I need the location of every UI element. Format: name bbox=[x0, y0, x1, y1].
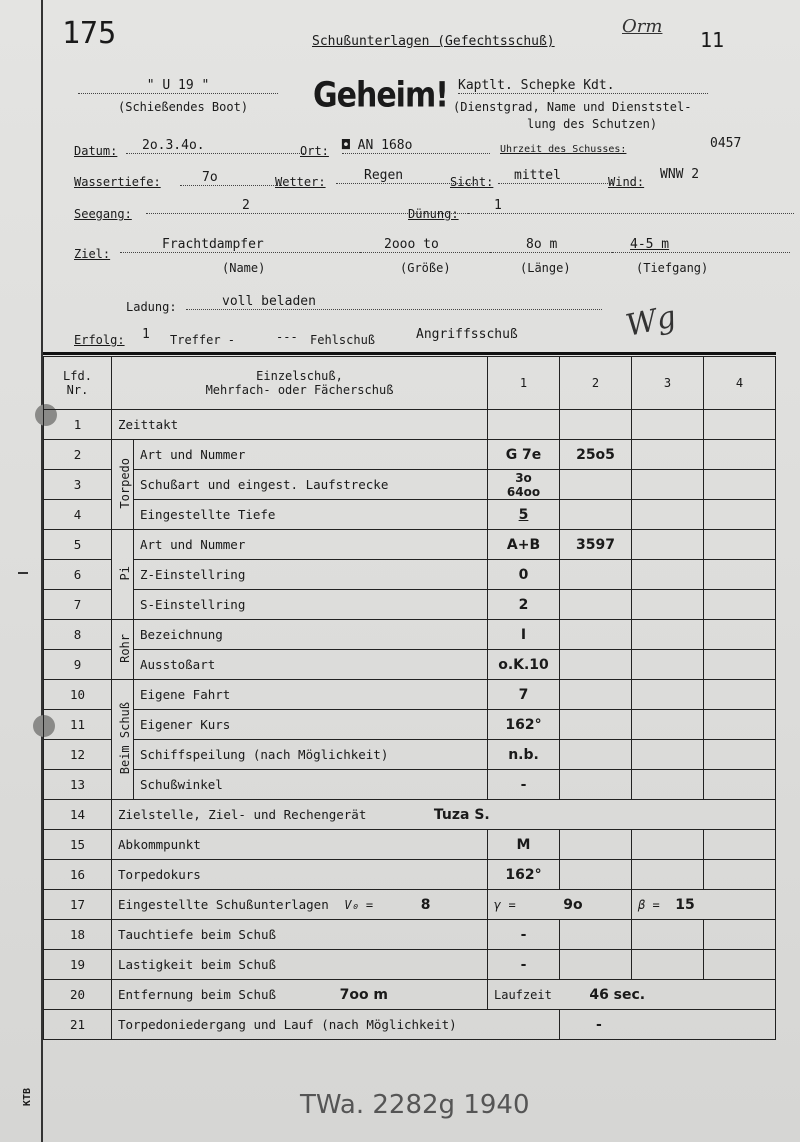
row-nr: 6 bbox=[44, 560, 112, 590]
row-label: Bezeichnung bbox=[134, 620, 488, 650]
row-nr: 19 bbox=[44, 950, 112, 980]
row-value-3 bbox=[632, 770, 704, 800]
header-col-3: 3 bbox=[632, 357, 704, 410]
wind-label: Wind: bbox=[608, 175, 645, 189]
row-nr: 21 bbox=[44, 1010, 112, 1040]
table-row bbox=[44, 860, 776, 890]
group-pi bbox=[112, 530, 134, 620]
ziel-laenge: 8o m bbox=[490, 237, 636, 253]
row-label: Z-Einstellring bbox=[134, 560, 488, 590]
row-label-cell bbox=[112, 980, 488, 1010]
gamma-value: 9o bbox=[563, 896, 583, 913]
row-value-1: M bbox=[488, 830, 560, 860]
row-value-2 bbox=[560, 500, 632, 530]
row-label: Art und Nummer bbox=[134, 530, 488, 560]
row-value-2 bbox=[560, 770, 632, 800]
row-label: Art und Nummer bbox=[134, 440, 488, 470]
ziel-name: Frachtdampfer bbox=[120, 237, 392, 253]
wassertiefe-label: Wassertiefe: bbox=[74, 175, 161, 189]
table-row bbox=[44, 410, 776, 440]
row-value-4 bbox=[704, 500, 776, 530]
ziel-laenge-caption: (Länge) bbox=[520, 261, 571, 275]
row-nr: 16 bbox=[44, 860, 112, 890]
row-value-1: - bbox=[488, 770, 560, 800]
row-value-2: 25o5 bbox=[560, 440, 632, 470]
table-row bbox=[44, 1010, 776, 1040]
commander-caption-2: lung des Schutzen) bbox=[527, 117, 658, 131]
laufzeit-value: 46 sec. bbox=[589, 986, 646, 1003]
ort-value: ◘ AN 168o bbox=[342, 138, 490, 154]
row-value-1: - bbox=[488, 950, 560, 980]
top-right-number: 11 bbox=[700, 28, 725, 52]
beta-cell bbox=[632, 890, 776, 920]
row-value-2 bbox=[560, 950, 632, 980]
row-nr: 15 bbox=[44, 830, 112, 860]
row-label: S-Einstellring bbox=[134, 590, 488, 620]
row-value-4 bbox=[704, 860, 776, 890]
table-row bbox=[44, 500, 776, 530]
row-value-3 bbox=[632, 650, 704, 680]
row-value-2 bbox=[560, 650, 632, 680]
row-value-2 bbox=[560, 410, 632, 440]
document-title: Schußunterlagen (Gefechtsschuß) bbox=[312, 34, 555, 49]
margin-tick bbox=[18, 572, 28, 574]
header-description bbox=[112, 357, 488, 410]
row-nr: 7 bbox=[44, 590, 112, 620]
erfolg-fehl-count: --- bbox=[276, 330, 298, 344]
beta-value: 15 bbox=[675, 896, 695, 913]
erfolg-angriff: Angriffsschuß bbox=[416, 327, 518, 342]
row-label: Abkommpunkt bbox=[112, 830, 488, 860]
header-desc-line-1: Einzelschuß, bbox=[256, 369, 343, 383]
laufzeit-label: Laufzeit bbox=[494, 987, 552, 1002]
group-beim-schuss bbox=[112, 680, 134, 800]
row-nr: 20 bbox=[44, 980, 112, 1010]
row-value-2 bbox=[560, 620, 632, 650]
row-value-3 bbox=[632, 710, 704, 740]
table-row bbox=[44, 470, 776, 500]
row-value-4 bbox=[704, 710, 776, 740]
table-row bbox=[44, 950, 776, 980]
ziel-tiefgang: 4-5 m bbox=[612, 237, 790, 253]
row-nr: 4 bbox=[44, 500, 112, 530]
group-rohr-label: Rohr bbox=[118, 633, 132, 663]
row-nr: 12 bbox=[44, 740, 112, 770]
row-value-1: 2 bbox=[488, 590, 560, 620]
row-value-3 bbox=[632, 920, 704, 950]
table-top-rule bbox=[43, 352, 776, 355]
row-value-1: 162° bbox=[488, 860, 560, 890]
row-label: Eingestellte Schußunterlagen bbox=[118, 896, 329, 912]
laufzeit-cell bbox=[488, 980, 776, 1010]
row-nr: 10 bbox=[44, 680, 112, 710]
row-label: Ausstoßart bbox=[134, 650, 488, 680]
v0-label: V₀ = bbox=[344, 897, 374, 912]
row-value-3 bbox=[632, 590, 704, 620]
row-value: Tuza S. bbox=[433, 806, 490, 823]
duenung-value: 1 bbox=[468, 198, 794, 214]
row-value-1: 3o 64oo bbox=[488, 470, 560, 500]
row-label: Torpedokurs bbox=[112, 860, 488, 890]
ort-label: Ort: bbox=[300, 144, 329, 158]
uhrzeit-value: 0457 bbox=[710, 136, 742, 151]
row-value-4 bbox=[704, 620, 776, 650]
row-value-1: 162° bbox=[488, 710, 560, 740]
group-beim-schuss-label: Beim Schuß bbox=[118, 701, 132, 775]
table-row bbox=[44, 770, 776, 800]
beta-label: β = bbox=[638, 897, 660, 912]
row-nr: 2 bbox=[44, 440, 112, 470]
row-label: Schiffspeilung (nach Möglichkeit) bbox=[134, 740, 488, 770]
row-value-3 bbox=[632, 620, 704, 650]
row-value-3 bbox=[632, 680, 704, 710]
v0-value: 8 bbox=[420, 896, 431, 913]
commander-value: Kaptlt. Schepke Kdt. bbox=[458, 78, 708, 94]
table-row bbox=[44, 680, 776, 710]
header-col-1: 1 bbox=[488, 357, 560, 410]
wassertiefe-value: 7o bbox=[180, 170, 282, 186]
datum-label: Datum: bbox=[74, 144, 118, 158]
row-value-1: I bbox=[488, 620, 560, 650]
row-value-4 bbox=[704, 440, 776, 470]
row-value-4 bbox=[704, 680, 776, 710]
header-col-4: 4 bbox=[704, 357, 776, 410]
table-row bbox=[44, 590, 776, 620]
row-value-4 bbox=[704, 590, 776, 620]
table-row bbox=[44, 620, 776, 650]
group-pi-label: Pi bbox=[118, 565, 132, 581]
secret-stamp: Geheim! bbox=[313, 75, 448, 116]
table-row bbox=[44, 740, 776, 770]
duenung-label: Dünung: bbox=[408, 207, 459, 221]
gamma-cell bbox=[488, 890, 632, 920]
entfernung-value: 7oo m bbox=[339, 986, 389, 1003]
row-value-3 bbox=[632, 860, 704, 890]
boat-caption: (Schießendes Boot) bbox=[118, 100, 249, 114]
row-value-2 bbox=[560, 830, 632, 860]
row-value-2 bbox=[560, 860, 632, 890]
row-value-4 bbox=[704, 530, 776, 560]
table-row bbox=[44, 530, 776, 560]
row-nr: 13 bbox=[44, 770, 112, 800]
group-torpedo-label: Torpedo bbox=[118, 457, 132, 509]
row-value-4 bbox=[704, 830, 776, 860]
margin-mark: KTB bbox=[22, 1088, 33, 1107]
row-nr: 9 bbox=[44, 650, 112, 680]
row-value-2 bbox=[560, 710, 632, 740]
table-row bbox=[44, 440, 776, 470]
row-label: Eingestellte Tiefe bbox=[134, 500, 488, 530]
page-number: 175 bbox=[62, 16, 117, 51]
row-value-4 bbox=[704, 920, 776, 950]
row-value-3 bbox=[632, 500, 704, 530]
row-label: Torpedoniedergang und Lauf (nach Möglichkeit) bbox=[112, 1010, 560, 1040]
header-col-2: 2 bbox=[560, 357, 632, 410]
row-nr: 1 bbox=[44, 410, 112, 440]
erfolg-label: Erfolg: bbox=[74, 333, 125, 347]
wind-value: WNW 2 bbox=[660, 167, 700, 182]
row-value-3 bbox=[632, 740, 704, 770]
row-value-4 bbox=[704, 770, 776, 800]
row-value-2: 3597 bbox=[560, 530, 632, 560]
row-label: Zeittakt bbox=[112, 410, 488, 440]
gamma-label: γ = bbox=[494, 897, 516, 912]
seegang-label: Seegang: bbox=[74, 207, 132, 221]
row-value-1 bbox=[488, 410, 560, 440]
row-value-1: G 7e bbox=[488, 440, 560, 470]
row-nr: 8 bbox=[44, 620, 112, 650]
ziel-label: Ziel: bbox=[74, 247, 111, 261]
row-label: Tauchtiefe beim Schuß bbox=[112, 920, 488, 950]
row-value-2 bbox=[560, 590, 632, 620]
table-row bbox=[44, 800, 776, 830]
row-nr: 5 bbox=[44, 530, 112, 560]
row-value-3 bbox=[632, 830, 704, 860]
table-row bbox=[44, 890, 776, 920]
row-value-1: o.K.10 bbox=[488, 650, 560, 680]
row-value-4 bbox=[704, 410, 776, 440]
header-desc-line-2: Mehrfach- oder Fächerschuß bbox=[205, 383, 394, 397]
row-value-3 bbox=[632, 530, 704, 560]
boat-name: " U 19 " bbox=[78, 78, 278, 94]
row-value-1: 0 bbox=[488, 560, 560, 590]
sicht-value: mittel bbox=[498, 168, 614, 184]
row-label: Lastigkeit beim Schuß bbox=[112, 950, 488, 980]
table-header-row bbox=[44, 357, 776, 410]
row-label: Schußart und eingest. Laufstrecke bbox=[134, 470, 488, 500]
row-nr: 14 bbox=[44, 800, 112, 830]
firing-data-table bbox=[43, 356, 776, 1040]
table-row bbox=[44, 710, 776, 740]
row-label: Eigener Kurs bbox=[134, 710, 488, 740]
row-value-1: - bbox=[488, 920, 560, 950]
row-value-4 bbox=[704, 740, 776, 770]
row-value-1: 5 bbox=[488, 500, 560, 530]
row-label-cell bbox=[112, 890, 488, 920]
row-nr: 11 bbox=[44, 710, 112, 740]
row-label: Schußwinkel bbox=[134, 770, 488, 800]
row-value-4 bbox=[704, 560, 776, 590]
ladung-value: voll beladen bbox=[186, 294, 602, 310]
seegang-value: 2 bbox=[146, 198, 494, 214]
row-value-3 bbox=[632, 950, 704, 980]
ziel-groesse: 2ooo to bbox=[360, 237, 504, 253]
row-value-3 bbox=[632, 470, 704, 500]
row-value-4 bbox=[704, 650, 776, 680]
row-value-1: n.b. bbox=[488, 740, 560, 770]
handwritten-signature: Wg bbox=[622, 299, 680, 344]
row-value-4 bbox=[704, 470, 776, 500]
row-value-1: A+B bbox=[488, 530, 560, 560]
header-lfd-nr: Lfd. Nr. bbox=[44, 357, 112, 410]
row-label: Eigene Fahrt bbox=[134, 680, 488, 710]
uhrzeit-label: Uhrzeit des Schusses: bbox=[500, 144, 627, 155]
row-value-1: 7 bbox=[488, 680, 560, 710]
row-value-2 bbox=[560, 680, 632, 710]
wetter-value: Regen bbox=[336, 168, 476, 184]
table-row bbox=[44, 650, 776, 680]
ladung-label: Ladung: bbox=[126, 300, 177, 314]
row-value-2 bbox=[560, 740, 632, 770]
row-value: - bbox=[560, 1010, 776, 1040]
row-value-4 bbox=[704, 950, 776, 980]
ziel-name-caption: (Name) bbox=[222, 261, 266, 275]
row-value-3 bbox=[632, 440, 704, 470]
row-nr: 18 bbox=[44, 920, 112, 950]
commander-caption-1: (Dienstgrad, Name und Dienststel- bbox=[453, 100, 692, 114]
table-row bbox=[44, 920, 776, 950]
ziel-groesse-caption: (Größe) bbox=[400, 261, 451, 275]
group-rohr bbox=[112, 620, 134, 680]
row-nr: 3 bbox=[44, 470, 112, 500]
row-label: Entfernung beim Schuß bbox=[118, 986, 277, 1002]
row-label: Zielstelle, Ziel- und Rechengerät bbox=[118, 806, 367, 822]
archive-stamp: TWa. 2282g 1940 bbox=[300, 1090, 530, 1120]
erfolg-fehl-label: Fehlschuß bbox=[310, 333, 376, 347]
table-row bbox=[44, 560, 776, 590]
row-value-3 bbox=[632, 410, 704, 440]
row-zielstelle bbox=[112, 800, 776, 830]
datum-value: 2o.3.4o. bbox=[126, 138, 304, 154]
row-nr: 17 bbox=[44, 890, 112, 920]
row-value-2 bbox=[560, 560, 632, 590]
table-row bbox=[44, 980, 776, 1010]
erfolg-treffer-label: Treffer - bbox=[170, 333, 236, 347]
ziel-tiefgang-caption: (Tiefgang) bbox=[636, 261, 709, 275]
wetter-label: Wetter: bbox=[275, 175, 326, 189]
sicht-label: Sicht: bbox=[450, 175, 494, 189]
row-value-2 bbox=[560, 920, 632, 950]
erfolg-treffer-count: 1 bbox=[142, 327, 150, 342]
table-row bbox=[44, 830, 776, 860]
row-value-3 bbox=[632, 560, 704, 590]
group-torpedo bbox=[112, 440, 134, 530]
row-value-2 bbox=[560, 470, 632, 500]
initials-signature: Orm bbox=[622, 16, 663, 37]
